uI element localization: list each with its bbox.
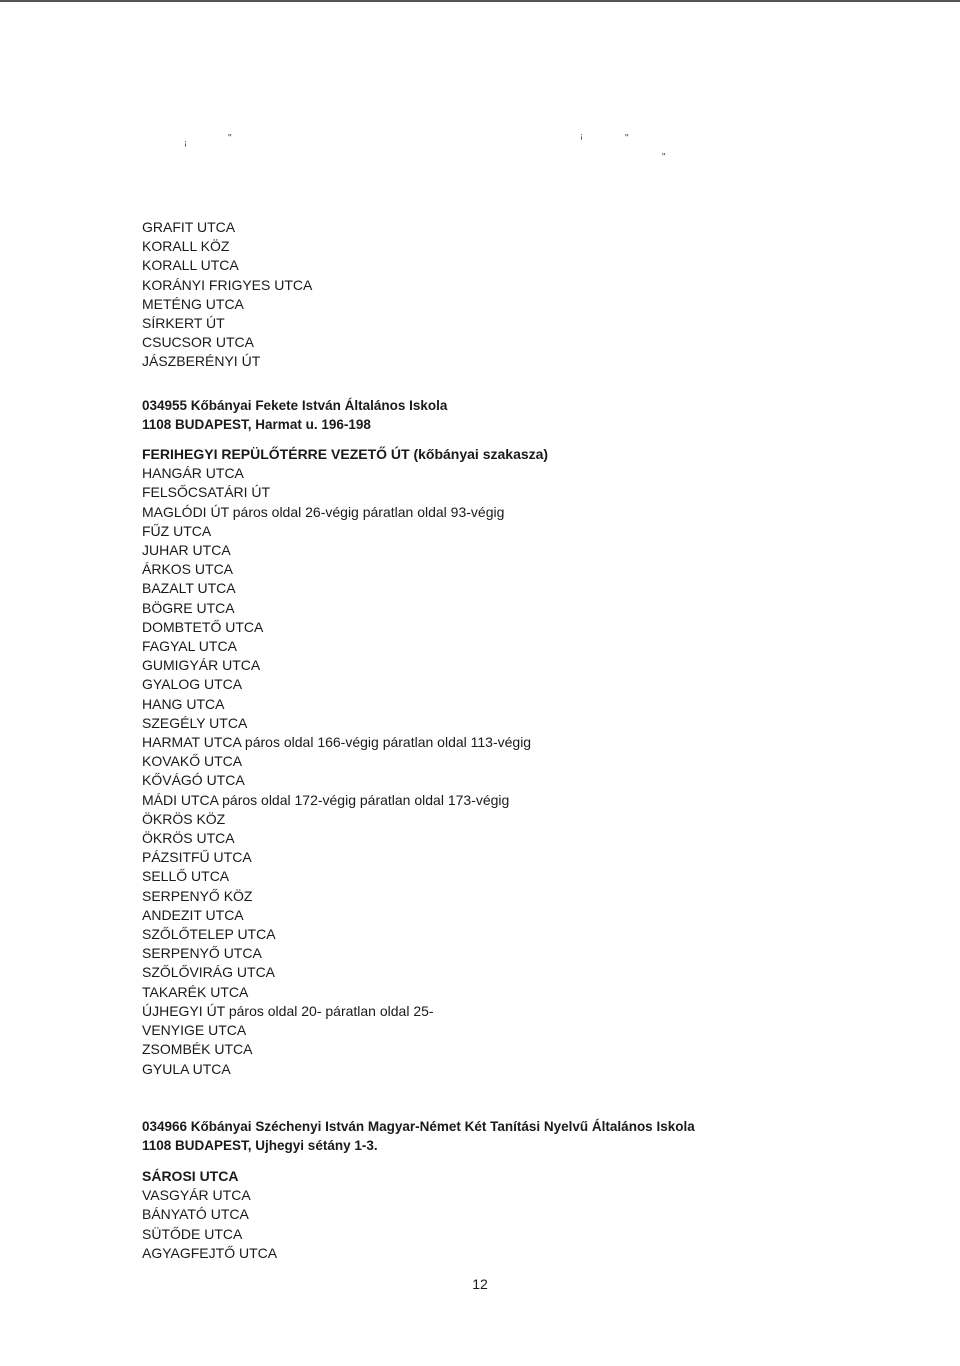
street-item: MAGLÓDI ÚT páros oldal 26-végig páratlan oldal 93-végig xyxy=(142,503,505,520)
street-item: PÁZSITFŰ UTCA xyxy=(142,849,252,866)
street-item: GYULA UTCA xyxy=(142,1060,231,1077)
street-item: BAZALT UTCA xyxy=(142,580,236,597)
street-item: HANGÁR UTCA xyxy=(142,465,244,482)
street-list-3 xyxy=(142,1167,277,1263)
street-item: ÖKRÖS UTCA xyxy=(142,830,235,847)
street-item: HANG UTCA xyxy=(142,695,225,712)
street-item: SERPENYŐ UTCA xyxy=(142,945,262,962)
street-item: METÉNG UTCA xyxy=(142,295,244,312)
street-item: SZŐLŐTELEP UTCA xyxy=(142,926,276,943)
school-heading-1 xyxy=(142,396,447,434)
street-item: KORALL UTCA xyxy=(142,257,239,274)
scan-speck: ꜞ xyxy=(184,143,187,154)
street-item: GUMIGYÁR UTCA xyxy=(142,657,261,674)
street-item: FELSŐCSATÁRI ÚT xyxy=(142,484,271,501)
street-item: FAGYAL UTCA xyxy=(142,638,237,655)
street-item: ZSOMBÉK UTCA xyxy=(142,1041,253,1058)
street-item: TAKARÉK UTCA xyxy=(142,983,249,1000)
scan-speck: " xyxy=(228,133,232,144)
street-item: BÁNYATÓ UTCA xyxy=(142,1206,249,1223)
street-item: KORÁNYI FRIGYES UTCA xyxy=(142,276,313,293)
school-name: 034955 Kőbányai Fekete István Általános Iskola xyxy=(142,398,448,413)
street-item: KOVAKŐ UTCA xyxy=(142,753,243,770)
street-item: KORALL KÖZ xyxy=(142,238,230,255)
street-list-1 xyxy=(142,218,312,372)
street-item: ÁRKOS UTCA xyxy=(142,561,234,578)
street-item: VASGYÁR UTCA xyxy=(142,1187,251,1204)
school-address: 1108 BUDAPEST, Ujhegyi sétány 1-3. xyxy=(142,1138,378,1154)
street-item: SÜTŐDE UTCA xyxy=(142,1225,243,1242)
scan-speck: ꜞ xyxy=(580,136,583,147)
page-top-border xyxy=(0,0,960,2)
street-item: KŐVÁGÓ UTCA xyxy=(142,772,245,789)
street-item: CSUCSOR UTCA xyxy=(142,334,255,351)
street-item: SÍRKERT ÚT xyxy=(142,315,225,332)
street-item: HARMAT UTCA páros oldal 166-végig páratlan oldal 113-végig xyxy=(142,734,532,751)
street-item: VENYIGE UTCA xyxy=(142,1022,247,1039)
street-item: DOMBTETŐ UTCA xyxy=(142,618,264,635)
school-heading-2 xyxy=(142,1117,695,1155)
street-item: ÚJHEGYI ÚT páros oldal 20- páratlan oldal 25- xyxy=(142,1002,434,1019)
street-list-2 xyxy=(142,445,548,1079)
street-item: GYALOG UTCA xyxy=(142,676,243,693)
street-item: JÁSZBERÉNYI ÚT xyxy=(142,353,261,370)
street-item: FŰZ UTCA xyxy=(142,522,212,539)
street-item: SÁROSI UTCA xyxy=(142,1168,239,1184)
page-number: 12 xyxy=(472,1276,488,1292)
street-item: MÁDI UTCA páros oldal 172-végig páratlan oldal 173-végig xyxy=(142,791,510,808)
street-item: ÖKRÖS KÖZ xyxy=(142,810,226,827)
street-item: GRAFIT UTCA xyxy=(142,219,236,235)
street-item: JUHAR UTCA xyxy=(142,542,231,559)
street-item: SZŐLŐVIRÁG UTCA xyxy=(142,964,276,981)
scan-speck: " xyxy=(662,152,666,163)
scan-speck: " xyxy=(625,133,629,144)
school-name: 034966 Kőbányai Széchenyi István Magyar-Német Két Tanítási Nyelvű Általános Iskola xyxy=(142,1119,695,1134)
street-item: SZEGÉLY UTCA xyxy=(142,714,248,731)
street-item: ANDEZIT UTCA xyxy=(142,906,244,923)
street-item: AGYAGFEJTŐ UTCA xyxy=(142,1244,278,1261)
street-item: FERIHEGYI REPÜLŐTÉRRE VEZETŐ ÚT (kőbányai szakasza) xyxy=(142,446,549,462)
street-item: SELLŐ UTCA xyxy=(142,868,230,885)
school-address: 1108 BUDAPEST, Harmat u. 196-198 xyxy=(142,417,371,433)
street-item: SERPENYŐ KÖZ xyxy=(142,887,253,904)
street-item: BÖGRE UTCA xyxy=(142,599,235,616)
